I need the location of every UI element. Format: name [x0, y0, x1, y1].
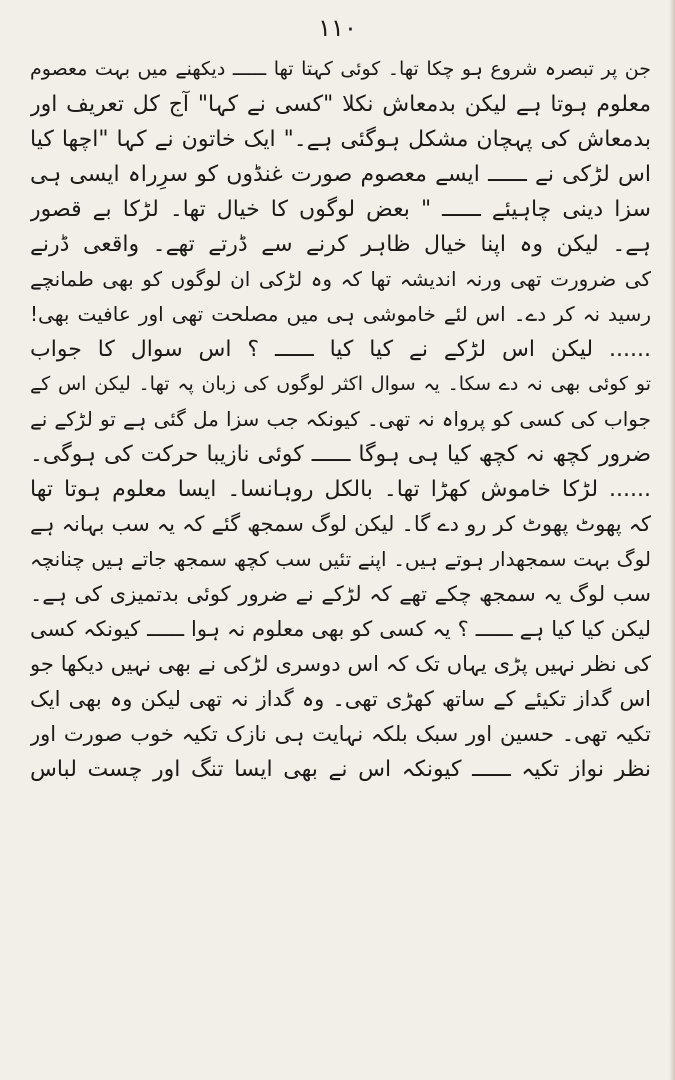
text-line: نظر نواز تکیہ ــــــ کیونکہ اس نے بھی ایسا تنگ اور چست لباس	[30, 757, 651, 782]
text-line: اس لڑکی نے ــــــ ایسے معصوم صورت غنڈوں کو سرِراہ ایسی ہی	[30, 162, 651, 187]
page-number: ۱۱۰	[318, 14, 357, 42]
text-line: کی ضرورت تھی ورنہ اندیشہ تھا کہ وہ لڑکی ان لوگوں کو بھی طمانچے	[30, 267, 651, 291]
text-line: رسید نہ کر دے۔ اس لئے خاموشی ہی میں مصلحت تھی اور عافیت بھی!	[30, 302, 651, 326]
text-line: لوگ بہت سمجھدار ہوتے ہیں۔ اپنے تئیں سب کچھ سمجھ جاتے ہیں چنانچہ	[30, 547, 651, 571]
text-line: سب لوگ یہ سمجھ چکے تھے کہ لڑکے نے ضرور کوئی بدتمیزی کی ہے۔	[30, 582, 651, 606]
text-line: جواب کی کسی کو پرواہ نہ تھی۔ کیونکہ جب سزا مل گئی ہے تو لڑکے نے	[30, 407, 651, 431]
text-line: معلوم ہوتا ہے لیکن بدمعاش نکلا "کسی نے کہا" آج کل تعریف اور	[30, 92, 651, 117]
text-line: تکیہ تھی۔ حسین اور سبک بلکہ نہایت ہی نازک تکیہ خوب صورت اور	[30, 722, 651, 746]
text-line: ضرور کچھ نہ کچھ کیا ہی ہوگا ــــــ کوئی نازیبا حرکت کی ہوگی۔	[30, 442, 651, 467]
text-line: تو کوئی بھی نہ دے سکا۔ یہ سوال اکثر لوگوں کی زبان پہ تھا۔ لیکن اس کے	[30, 373, 651, 395]
text-line: لیکن کیا کیا ہے ــــــ ؟ یہ کسی کو بھی معلوم نہ ہوا ــــــ کیونکہ کسی	[30, 617, 651, 641]
text-line: سزا دینی چاہیئے ــــــ " بعض لوگوں کا خیال تھا۔ لڑکا بے قصور	[30, 197, 651, 222]
text-line: ...... لیکن اس لڑکے نے کیا کیا ــــــ ؟ اس سوال کا جواب	[30, 337, 651, 362]
page-edge-shadow	[669, 0, 675, 1080]
text-line: جن پر تبصرہ شروع ہو چکا تھا۔ کوئی کہتا تھا ــــــ دیکھنے میں بہت معصوم	[30, 58, 651, 80]
page-text	[30, 52, 651, 787]
text-line: بدمعاش کی پہچان مشکل ہوگئی ہے۔" ایک خاتون نے کہا "اچھا کیا	[30, 127, 651, 152]
text-line: کہ پھوٹ پھوٹ کر رو دے گا۔ لیکن لوگ سمجھ گئے کہ یہ سب بہانہ ہے	[30, 512, 651, 536]
text-line: ...... لڑکا خاموش کھڑا تھا۔ بالکل روہانسا۔ ایسا معلوم ہوتا تھا	[30, 477, 651, 502]
text-line: ہے۔ لیکن وہ اپنا خیال ظاہر کرنے سے ڈرتے تھے۔ واقعی ڈرنے	[30, 232, 651, 257]
text-line: کی نظر نہیں پڑی یہاں تک کہ اس دوسری لڑکی نے بھی نہیں دیکھا جو	[30, 652, 651, 676]
text-line: اس گداز تکیئے کے ساتھ کھڑی تھی۔ وہ گداز نہ تھی لیکن وہ بھی ایک	[30, 687, 651, 711]
